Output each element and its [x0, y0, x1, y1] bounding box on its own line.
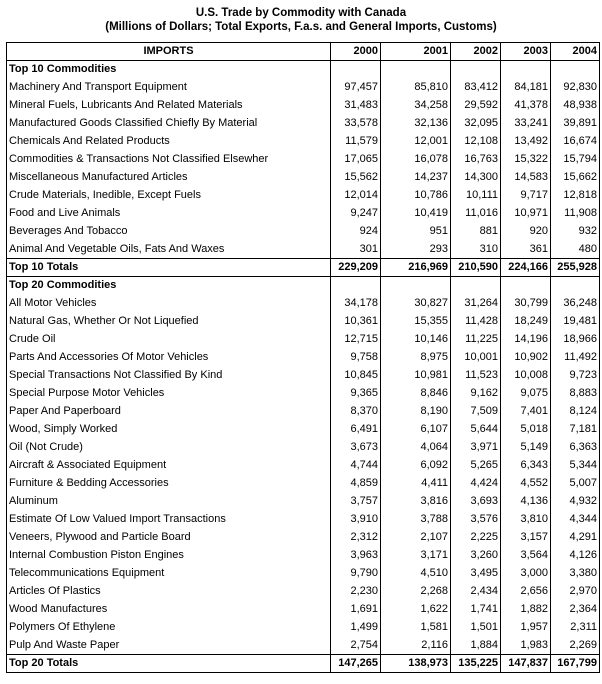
- commodity-row: [7, 439, 600, 457]
- commodity-row-value: 7,181: [551, 421, 600, 439]
- commodity-row-value: 10,971: [501, 205, 551, 223]
- commodity-row-value: 92,830: [551, 79, 600, 97]
- commodity-row-value: 32,095: [451, 115, 501, 133]
- commodity-row-value: 2,225: [451, 529, 501, 547]
- commodity-row-value: 10,111: [451, 187, 501, 205]
- commodity-row-value: 83,412: [451, 79, 501, 97]
- commodity-row: [7, 187, 600, 205]
- commodity-row-value: 3,693: [451, 493, 501, 511]
- commodity-row-value: 10,786: [381, 187, 451, 205]
- commodity-row-label: Special Transactions Not Classified By Kind: [7, 367, 331, 385]
- totals-row-label: Top 20 Totals: [7, 655, 331, 673]
- empty-cell: [381, 277, 451, 295]
- commodity-row-value: 10,419: [381, 205, 451, 223]
- commodity-row-value: 12,715: [331, 331, 381, 349]
- commodity-row-value: 5,344: [551, 457, 600, 475]
- commodity-row-value: 3,000: [501, 565, 551, 583]
- commodity-row-value: 4,291: [551, 529, 600, 547]
- commodity-row-value: 5,644: [451, 421, 501, 439]
- commodity-row-label: Manufactured Goods Classified Chiefly By Material: [7, 115, 331, 133]
- commodity-row-value: 5,265: [451, 457, 501, 475]
- commodity-row: [7, 475, 600, 493]
- commodity-row: [7, 601, 600, 619]
- title-line-2: (Millions of Dollars; Total Exports, F.a.s. and General Imports, Customs): [105, 21, 497, 33]
- totals-row-value: 147,837: [501, 655, 551, 673]
- commodity-row-value: 2,970: [551, 583, 600, 601]
- commodity-row-value: 18,249: [501, 313, 551, 331]
- commodity-row-value: 2,312: [331, 529, 381, 547]
- commodity-row-value: 932: [551, 223, 600, 241]
- commodity-row-value: 10,902: [501, 349, 551, 367]
- commodity-row: [7, 241, 600, 259]
- commodity-row-value: 13,492: [501, 133, 551, 151]
- imports-table: [6, 42, 600, 673]
- commodity-row-value: 4,064: [381, 439, 451, 457]
- commodity-row-value: 6,491: [331, 421, 381, 439]
- commodity-row-value: 1,501: [451, 619, 501, 637]
- commodity-row-value: 2,230: [331, 583, 381, 601]
- header-year: 2004: [551, 43, 600, 61]
- commodity-row-value: 2,269: [551, 637, 600, 655]
- commodity-row-value: 30,799: [501, 295, 551, 313]
- commodity-row-value: 33,241: [501, 115, 551, 133]
- commodity-row: [7, 529, 600, 547]
- commodity-row-value: 3,810: [501, 511, 551, 529]
- commodity-row-value: 12,818: [551, 187, 600, 205]
- header-year: 2000: [331, 43, 381, 61]
- commodity-row-label: Estimate Of Low Valued Import Transactions: [7, 511, 331, 529]
- commodity-row-value: 301: [331, 241, 381, 259]
- commodity-row-value: 2,434: [451, 583, 501, 601]
- commodity-row: [7, 313, 600, 331]
- totals-row-value: 167,799: [551, 655, 600, 673]
- header-year: 2003: [501, 43, 551, 61]
- commodity-row-label: Oil (Not Crude): [7, 439, 331, 457]
- commodity-row-value: 3,495: [451, 565, 501, 583]
- totals-row-value: 210,590: [451, 259, 501, 277]
- commodity-row-value: 16,763: [451, 151, 501, 169]
- commodity-row-value: 2,311: [551, 619, 600, 637]
- commodity-row-value: 4,136: [501, 493, 551, 511]
- header-imports-label: IMPORTS: [7, 43, 331, 61]
- commodity-row-value: 4,344: [551, 511, 600, 529]
- commodity-row-value: 8,883: [551, 385, 600, 403]
- commodity-row-value: 10,146: [381, 331, 451, 349]
- commodity-row-value: 10,008: [501, 367, 551, 385]
- totals-row-value: 229,209: [331, 259, 381, 277]
- commodity-row-value: 8,124: [551, 403, 600, 421]
- commodity-row-value: 2,116: [381, 637, 451, 655]
- commodity-row: [7, 349, 600, 367]
- commodity-row-value: 16,674: [551, 133, 600, 151]
- commodity-row-value: 34,178: [331, 295, 381, 313]
- commodity-row-label: Beverages And Tobacco: [7, 223, 331, 241]
- commodity-row-label: Machinery And Transport Equipment: [7, 79, 331, 97]
- commodity-row-label: Miscellaneous Manufactured Articles: [7, 169, 331, 187]
- commodity-row-value: 4,411: [381, 475, 451, 493]
- commodity-row-value: 1,741: [451, 601, 501, 619]
- commodity-row-label: Parts And Accessories Of Motor Vehicles: [7, 349, 331, 367]
- section-heading-label: Top 20 Commodities: [7, 277, 331, 295]
- commodity-row-value: 3,910: [331, 511, 381, 529]
- commodity-row-value: 17,065: [331, 151, 381, 169]
- commodity-row-value: 6,107: [381, 421, 451, 439]
- commodity-row-value: 881: [451, 223, 501, 241]
- commodity-row-value: 10,845: [331, 367, 381, 385]
- commodity-row: [7, 583, 600, 601]
- commodity-row-value: 34,258: [381, 97, 451, 115]
- commodity-row-value: 5,149: [501, 439, 551, 457]
- commodity-row-value: 33,578: [331, 115, 381, 133]
- commodity-row-label: Natural Gas, Whether Or Not Liquefied: [7, 313, 331, 331]
- commodity-row-value: 9,075: [501, 385, 551, 403]
- commodity-row: [7, 115, 600, 133]
- commodity-row-label: Paper And Paperboard: [7, 403, 331, 421]
- commodity-row-value: 3,171: [381, 547, 451, 565]
- commodity-row-value: 11,492: [551, 349, 600, 367]
- commodity-row-value: 4,510: [381, 565, 451, 583]
- commodity-row: [7, 619, 600, 637]
- commodity-row-value: 1,581: [381, 619, 451, 637]
- commodity-row-value: 2,754: [331, 637, 381, 655]
- empty-cell: [551, 61, 600, 79]
- commodity-row-value: 11,428: [451, 313, 501, 331]
- commodity-row-value: 1,499: [331, 619, 381, 637]
- totals-row-label: Top 10 Totals: [7, 259, 331, 277]
- commodity-row-label: Wood, Simply Worked: [7, 421, 331, 439]
- commodity-row-value: 11,016: [451, 205, 501, 223]
- commodity-row-label: All Motor Vehicles: [7, 295, 331, 313]
- commodity-row-value: 11,225: [451, 331, 501, 349]
- commodity-row-value: 3,673: [331, 439, 381, 457]
- empty-cell: [551, 277, 600, 295]
- commodity-row-value: 1,691: [331, 601, 381, 619]
- commodity-row-value: 12,014: [331, 187, 381, 205]
- commodity-row-value: 2,656: [501, 583, 551, 601]
- commodity-row-value: 11,908: [551, 205, 600, 223]
- commodity-row: [7, 421, 600, 439]
- commodity-row-value: 14,237: [381, 169, 451, 187]
- commodity-row-value: 41,378: [501, 97, 551, 115]
- commodity-row: [7, 367, 600, 385]
- commodity-row: [7, 385, 600, 403]
- commodity-row-value: 12,001: [381, 133, 451, 151]
- totals-row-value: 216,969: [381, 259, 451, 277]
- title-line-1: U.S. Trade by Commodity with Canada: [195, 7, 407, 19]
- commodity-row-value: 7,401: [501, 403, 551, 421]
- commodity-row-value: 10,361: [331, 313, 381, 331]
- commodity-row-value: 1,957: [501, 619, 551, 637]
- commodity-row: [7, 403, 600, 421]
- commodity-row-value: 15,794: [551, 151, 600, 169]
- commodity-row-value: 293: [381, 241, 451, 259]
- commodity-row-value: 9,162: [451, 385, 501, 403]
- empty-cell: [451, 61, 501, 79]
- commodity-row-value: 310: [451, 241, 501, 259]
- commodity-row-value: 5,018: [501, 421, 551, 439]
- totals-row: [7, 259, 600, 277]
- commodity-row-value: 14,300: [451, 169, 501, 187]
- commodity-row: [7, 565, 600, 583]
- commodity-row-label: Mineral Fuels, Lubricants And Related Materials: [7, 97, 331, 115]
- commodity-row-label: Commodities & Transactions Not Classified Elsewher: [7, 151, 331, 169]
- commodity-row-value: 15,662: [551, 169, 600, 187]
- commodity-row-value: 9,247: [331, 205, 381, 223]
- empty-cell: [381, 61, 451, 79]
- commodity-row-value: 15,322: [501, 151, 551, 169]
- commodity-row-label: Special Purpose Motor Vehicles: [7, 385, 331, 403]
- commodity-row-value: 3,788: [381, 511, 451, 529]
- commodity-row-value: 1,622: [381, 601, 451, 619]
- commodity-row-label: Aircraft & Associated Equipment: [7, 457, 331, 475]
- commodity-row: [7, 493, 600, 511]
- header-year: 2002: [451, 43, 501, 61]
- commodity-row-label: Veneers, Plywood and Particle Board: [7, 529, 331, 547]
- commodity-row-value: 1,882: [501, 601, 551, 619]
- totals-row-value: 138,973: [381, 655, 451, 673]
- header-year: 2001: [381, 43, 451, 61]
- commodity-row-value: 2,364: [551, 601, 600, 619]
- commodity-row: [7, 151, 600, 169]
- empty-cell: [501, 277, 551, 295]
- commodity-row-value: 3,564: [501, 547, 551, 565]
- section-heading-label: Top 10 Commodities: [7, 61, 331, 79]
- commodity-row: [7, 133, 600, 151]
- commodity-row: [7, 547, 600, 565]
- totals-row: [7, 655, 600, 673]
- commodity-row-value: 6,363: [551, 439, 600, 457]
- commodity-row-value: 8,846: [381, 385, 451, 403]
- commodity-row-label: Food and Live Animals: [7, 205, 331, 223]
- commodity-row-value: 3,260: [451, 547, 501, 565]
- commodity-row-value: 10,001: [451, 349, 501, 367]
- commodity-row-label: Telecommunications Equipment: [7, 565, 331, 583]
- commodity-row-label: Chemicals And Related Products: [7, 133, 331, 151]
- totals-row-value: 147,265: [331, 655, 381, 673]
- commodity-row-value: 9,365: [331, 385, 381, 403]
- commodity-row-value: 31,264: [451, 295, 501, 313]
- empty-cell: [331, 61, 381, 79]
- commodity-row-label: Polymers Of Ethylene: [7, 619, 331, 637]
- commodity-row-value: 32,136: [381, 115, 451, 133]
- commodity-row-value: 3,816: [381, 493, 451, 511]
- commodity-row: [7, 637, 600, 655]
- commodity-row-value: 3,380: [551, 565, 600, 583]
- commodity-row: [7, 457, 600, 475]
- commodity-row-value: 920: [501, 223, 551, 241]
- commodity-row-value: 8,975: [381, 349, 451, 367]
- commodity-row-value: 951: [381, 223, 451, 241]
- commodity-row-value: 16,078: [381, 151, 451, 169]
- commodity-row-value: 4,859: [331, 475, 381, 493]
- commodity-row-value: 4,932: [551, 493, 600, 511]
- commodity-row: [7, 223, 600, 241]
- commodity-row-value: 3,157: [501, 529, 551, 547]
- commodity-row-value: 1,983: [501, 637, 551, 655]
- report-title: [0, 0, 602, 33]
- commodity-row-value: 9,717: [501, 187, 551, 205]
- commodity-row-value: 9,758: [331, 349, 381, 367]
- commodity-row: [7, 511, 600, 529]
- commodity-row: [7, 205, 600, 223]
- header-row: [7, 43, 600, 61]
- commodity-row-value: 361: [501, 241, 551, 259]
- totals-row-value: 135,225: [451, 655, 501, 673]
- commodity-row-value: 15,562: [331, 169, 381, 187]
- commodity-row-value: 29,592: [451, 97, 501, 115]
- commodity-row: [7, 169, 600, 187]
- commodity-row-value: 2,268: [381, 583, 451, 601]
- commodity-row-value: 3,963: [331, 547, 381, 565]
- commodity-row-value: 30,827: [381, 295, 451, 313]
- commodity-row: [7, 331, 600, 349]
- commodity-row-value: 11,523: [451, 367, 501, 385]
- commodity-row-value: 9,790: [331, 565, 381, 583]
- commodity-row: [7, 79, 600, 97]
- commodity-row-value: 11,579: [331, 133, 381, 151]
- commodity-row-value: 2,107: [381, 529, 451, 547]
- commodity-row-value: 39,891: [551, 115, 600, 133]
- commodity-row-value: 97,457: [331, 79, 381, 97]
- commodity-row-label: Furniture & Bedding Accessories: [7, 475, 331, 493]
- commodity-row-value: 6,343: [501, 457, 551, 475]
- empty-cell: [331, 277, 381, 295]
- commodity-row-value: 84,181: [501, 79, 551, 97]
- commodity-row-label: Animal And Vegetable Oils, Fats And Waxes: [7, 241, 331, 259]
- commodity-row-value: 3,757: [331, 493, 381, 511]
- commodity-row-value: 5,007: [551, 475, 600, 493]
- commodity-row-value: 9,723: [551, 367, 600, 385]
- commodity-row-value: 3,576: [451, 511, 501, 529]
- commodity-row-value: 8,190: [381, 403, 451, 421]
- commodity-row-value: 19,481: [551, 313, 600, 331]
- commodity-row-label: Pulp And Waste Paper: [7, 637, 331, 655]
- commodity-row-value: 6,092: [381, 457, 451, 475]
- totals-row-value: 224,166: [501, 259, 551, 277]
- commodity-row-value: 15,355: [381, 313, 451, 331]
- commodity-row-value: 48,938: [551, 97, 600, 115]
- commodity-row: [7, 97, 600, 115]
- commodity-row-value: 924: [331, 223, 381, 241]
- commodity-row-value: 3,971: [451, 439, 501, 457]
- commodity-row-value: 4,424: [451, 475, 501, 493]
- commodity-row-value: 1,884: [451, 637, 501, 655]
- commodity-row-value: 31,483: [331, 97, 381, 115]
- commodity-row: [7, 295, 600, 313]
- commodity-row-label: Articles Of Plastics: [7, 583, 331, 601]
- section-heading: [7, 61, 600, 79]
- commodity-row-label: Internal Combustion Piston Engines: [7, 547, 331, 565]
- commodity-row-label: Crude Oil: [7, 331, 331, 349]
- empty-cell: [501, 61, 551, 79]
- commodity-row-value: 36,248: [551, 295, 600, 313]
- commodity-row-value: 85,810: [381, 79, 451, 97]
- commodity-row-label: Aluminum: [7, 493, 331, 511]
- commodity-row-value: 8,370: [331, 403, 381, 421]
- commodity-row-value: 14,583: [501, 169, 551, 187]
- empty-cell: [451, 277, 501, 295]
- commodity-row-value: 10,981: [381, 367, 451, 385]
- commodity-row-value: 4,744: [331, 457, 381, 475]
- commodity-row-value: 7,509: [451, 403, 501, 421]
- commodity-row-value: 12,108: [451, 133, 501, 151]
- commodity-row-value: 4,126: [551, 547, 600, 565]
- commodity-row-value: 480: [551, 241, 600, 259]
- commodity-row-label: Crude Materials, Inedible, Except Fuels: [7, 187, 331, 205]
- commodity-row-value: 4,552: [501, 475, 551, 493]
- commodity-row-value: 14,196: [501, 331, 551, 349]
- totals-row-value: 255,928: [551, 259, 600, 277]
- commodity-row-value: 18,966: [551, 331, 600, 349]
- commodity-row-label: Wood Manufactures: [7, 601, 331, 619]
- section-heading: [7, 277, 600, 295]
